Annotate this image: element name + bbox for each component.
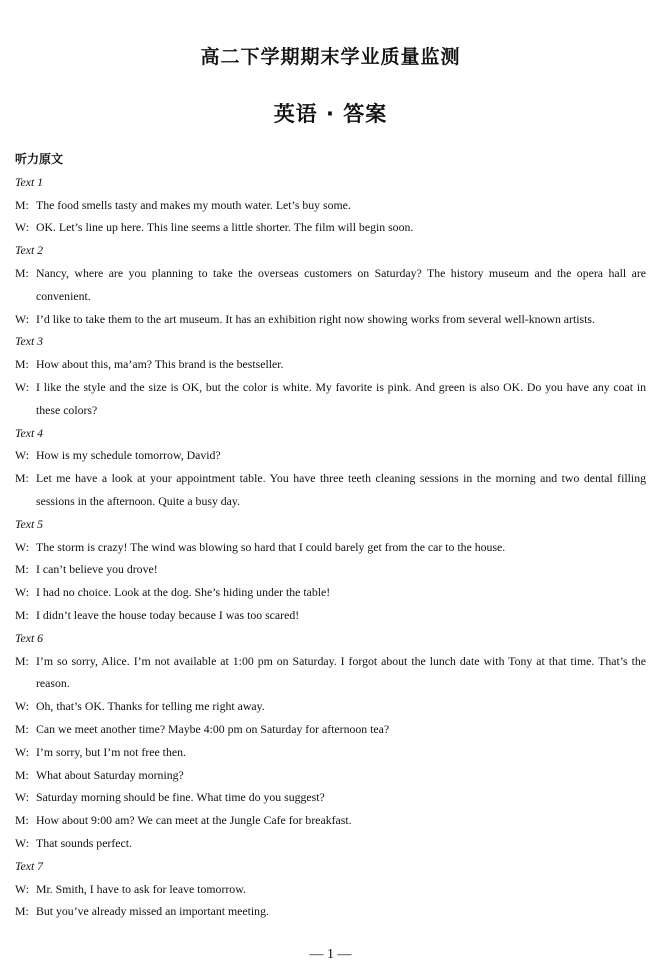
dialogue-text: I like the style and the size is OK, but the color is white. My favorite is pink. And green is also OK. Do you have any coat in these colors?: [36, 379, 646, 417]
speaker-label: W:: [15, 539, 29, 554]
dialogue-line: [15, 786, 646, 809]
speaker-label: M:: [15, 721, 29, 736]
speaker-label: W:: [15, 448, 29, 463]
dialogue-text: Mr. Smith, I have to ask for leave tomorrow.: [36, 881, 246, 896]
dialogue-line: [15, 194, 646, 217]
dialogue-text: Saturday morning should be fine. What time do you suggest?: [36, 790, 325, 805]
speaker-label: M:: [15, 607, 29, 622]
dialogue-text: But you’ve already missed an important meeting.: [36, 904, 269, 919]
text-label: Text 7: [15, 858, 44, 873]
speaker-label: M:: [15, 265, 29, 280]
text-label: Text 2: [15, 243, 44, 258]
dialogue-line: [15, 650, 646, 696]
dialogue-line: [15, 216, 646, 239]
speaker-label: M:: [15, 197, 29, 212]
text-label: Text 1: [15, 174, 44, 189]
dialogue-line: [15, 900, 646, 923]
dialogue-line: [15, 262, 646, 308]
dialogue-text: I didn’t leave the house today because I was too scared!: [36, 607, 300, 622]
section-heading: 听力原文: [15, 152, 64, 166]
dialogue-line: [15, 764, 646, 787]
dialogue-line: [15, 558, 646, 581]
text-label: Text 5: [15, 516, 44, 531]
dialogue-text: Let me have a look at your appointment table. You have three teeth cleaning sessions in the morning and two dental filling sessions in the afternoon. Quite a busy day.: [36, 471, 646, 508]
page-title: 高二下学期期末学业质量监测: [200, 46, 461, 68]
page-subtitle: 英语 · 答案: [273, 102, 388, 126]
dialogue-line: [15, 809, 646, 832]
dialogue-line: [15, 832, 646, 855]
dialogue-line: [15, 741, 646, 764]
speaker-label: M:: [15, 904, 29, 919]
dialogue-line: [15, 718, 646, 741]
dialogue-text: I’m sorry, but I’m not free then.: [36, 744, 186, 759]
dialogue-text: How is my schedule tomorrow, David?: [36, 448, 221, 463]
speaker-label: W:: [15, 311, 29, 326]
speaker-label: M:: [15, 767, 29, 782]
speaker-label: W:: [15, 585, 29, 600]
dialogue-text: OK. Let’s line up here. This line seems a little shorter. The film will begin soon.: [36, 220, 414, 235]
speaker-label: W:: [15, 790, 29, 805]
speaker-label: M:: [15, 471, 29, 486]
speaker-label: W:: [15, 379, 29, 394]
dialogue-line: [15, 604, 646, 627]
dialogue-line: [15, 695, 646, 718]
speaker-label: W:: [15, 835, 29, 850]
dialogue-text: Can we meet another time? Maybe 4:00 pm on Saturday for afternoon tea?: [36, 721, 390, 736]
text-label: Text 3: [15, 334, 44, 349]
page-number: — 1 —: [309, 947, 352, 962]
text-label: Text 4: [15, 425, 44, 440]
dialogue-text: I can’t believe you drove!: [36, 562, 158, 577]
dialogue-text: That sounds perfect.: [36, 835, 132, 850]
dialogue-text: What about Saturday morning?: [36, 767, 184, 782]
speaker-label: W:: [15, 699, 29, 714]
dialogue-text: I’d like to take them to the art museum. It has an exhibition right now showing works from several well-known artists.: [36, 311, 595, 326]
dialogue-line: [15, 308, 646, 331]
text-label: Text 6: [15, 630, 44, 645]
dialogue-text: How about 9:00 am? We can meet at the Jungle Cafe for breakfast.: [36, 813, 352, 828]
dialogue-line: [15, 444, 646, 467]
dialogue-text: I’m so sorry, Alice. I’m not available at 1:00 pm on Saturday. I forgot about the lunch date with Tony at that time. That’s the reason.: [36, 653, 646, 691]
dialogue-text: How about this, ma’am? This brand is the bestseller.: [36, 357, 284, 372]
dialogue-line: [15, 878, 646, 901]
dialogue-text: Nancy, where are you planning to take the overseas customers on Saturday? The history museum and the opera hall are convenient.: [36, 265, 646, 303]
dialogue-text: Oh, that’s OK. Thanks for telling me right away.: [36, 699, 265, 714]
dialogue-line: [15, 536, 646, 559]
dialogue-line: [15, 467, 646, 513]
dialogue-text: The storm is crazy! The wind was blowing so hard that I could barely get from the car to the house.: [36, 539, 506, 554]
speaker-label: M:: [15, 813, 29, 828]
dialogue-line: [15, 376, 646, 422]
speaker-label: M:: [15, 653, 29, 668]
speaker-label: W:: [15, 220, 29, 235]
speaker-label: M:: [15, 357, 29, 372]
dialogue-text: The food smells tasty and makes my mouth water. Let’s buy some.: [36, 197, 351, 212]
transcript: [15, 148, 646, 923]
speaker-label: M:: [15, 562, 29, 577]
dialogue-text: I had no choice. Look at the dog. She’s hiding under the table!: [36, 585, 331, 600]
speaker-label: W:: [15, 744, 29, 759]
dialogue-line: [15, 581, 646, 604]
dialogue-line: [15, 353, 646, 376]
speaker-label: W:: [15, 881, 29, 896]
